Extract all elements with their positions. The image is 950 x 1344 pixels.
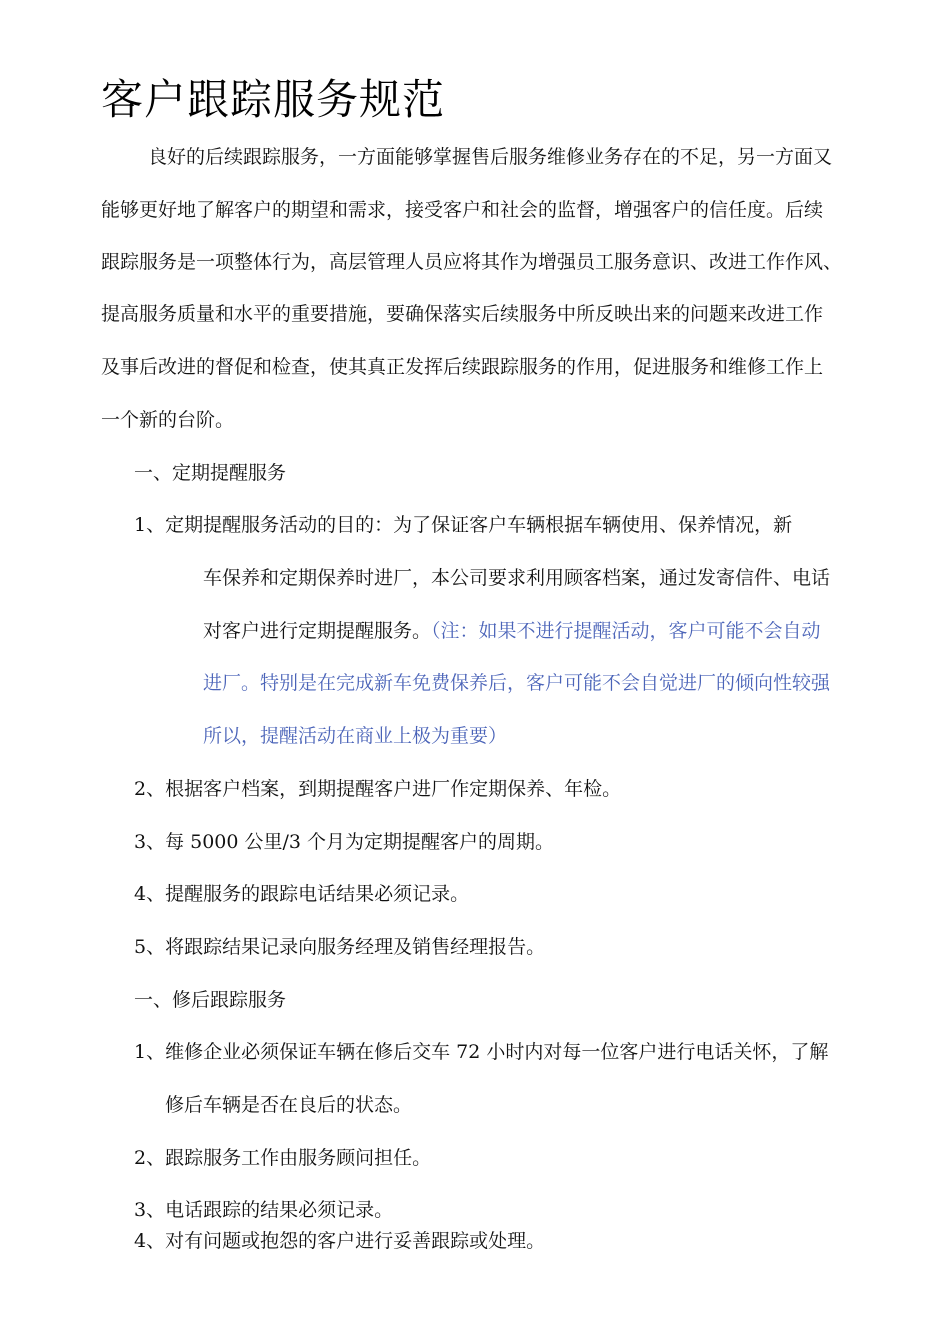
section-heading: 一、定期提醒服务	[134, 462, 287, 484]
list-item: 5、将跟踪结果记录向服务经理及销售经理报告。	[134, 936, 546, 958]
list-item: 3、每 5000 公里/3 个月为定期提醒客户的周期。	[134, 831, 555, 853]
section-heading: 一、修后跟踪服务	[134, 989, 287, 1011]
note-text: 所以，提醒活动在商业上极为重要）	[203, 725, 508, 747]
intro-line: 及事后改进的督促和检查，使其真正发挥后续跟踪服务的作用，促进服务和维修工作上	[101, 356, 824, 378]
list-item: 1、定期提醒服务活动的目的：为了保证客户车辆根据车辆使用、保养情况，新	[134, 514, 793, 536]
intro-line: 良好的后续跟踪服务，一方面能够掌握售后服务维修业务存在的不足，另一方面又	[148, 146, 833, 168]
list-item: 4、提醒服务的跟踪电话结果必须记录。	[134, 883, 470, 905]
list-item: 1、维修企业必须保证车辆在修后交车 72 小时内对每一位客户进行电话关怀，了解	[134, 1041, 829, 1063]
intro-line: 能够更好地了解客户的期望和需求，接受客户和社会的监督，增强客户的信任度。后续	[101, 199, 824, 221]
intro-line: 一个新的台阶。	[101, 409, 235, 431]
list-item-continuation: 修后车辆是否在良后的状态。	[165, 1094, 413, 1116]
note-text: 进厂。特别是在完成新车免费保养后，客户可能不会自觉进厂的倾向性较强	[203, 672, 831, 694]
list-item-continuation	[203, 619, 821, 643]
list-item: 2、跟踪服务工作由服务顾问担任。	[134, 1147, 432, 1169]
note-text: （注：如果不进行提醒活动，客户可能不会自动	[431, 620, 821, 642]
list-item: 4、对有问题或抱怨的客户进行妥善跟踪或处理。	[134, 1230, 546, 1252]
list-item: 2、根据客户档案，到期提醒客户进厂作定期保养、年检。	[134, 778, 622, 800]
intro-line: 跟踪服务是一项整体行为，高层管理人员应将其作为增强员工服务意识、改进工作作风、	[101, 251, 843, 273]
list-item-text: 对客户进行定期提醒服务。	[203, 620, 432, 642]
list-item: 3、电话跟踪的结果必须记录。	[134, 1199, 394, 1221]
intro-line: 提高服务质量和水平的重要措施，要确保落实后续服务中所反映出来的问题来改进工作	[101, 303, 824, 325]
page-title: 客户跟踪服务规范	[101, 75, 446, 124]
list-item-continuation: 车保养和定期保养时进厂，本公司要求利用顾客档案，通过发寄信件、电话	[203, 567, 831, 589]
